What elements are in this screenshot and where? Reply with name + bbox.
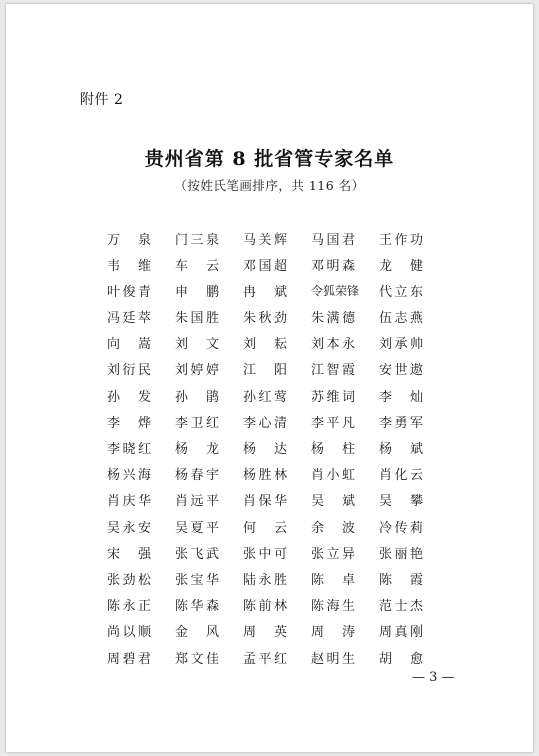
expert-name: 宋 强 [107, 546, 151, 562]
expert-name: 张 飞 武 [175, 546, 219, 562]
expert-name: 李 心 清 [243, 415, 287, 431]
expert-name: 杨 柱 [311, 442, 355, 457]
expert-name-list [107, 225, 447, 670]
expert-name: 刘 承 帅 [379, 337, 423, 353]
expert-name: 朱 满 德 [311, 311, 355, 327]
expert-name: 代 立 东 [379, 284, 423, 300]
expert-name: 邓 国 超 [243, 258, 287, 274]
expert-name: 令 狐 荣 锋 [311, 283, 360, 298]
expert-name: 尚 以 顺 [107, 625, 151, 641]
expert-name: 马 国 君 [311, 232, 355, 248]
expert-name: 韦 维 [107, 258, 151, 274]
expert-name: 陈 华 森 [175, 599, 219, 615]
expert-name: 李 烨 [107, 415, 151, 431]
expert-name: 张 劲 松 [107, 572, 151, 588]
expert-name: 刘 文 [175, 337, 219, 353]
expert-name: 张 宝 华 [175, 572, 219, 588]
expert-name: 江 智 霞 [311, 363, 355, 379]
expert-name: 陈 霞 [379, 572, 423, 588]
expert-name: 刘 婷 婷 [175, 363, 219, 379]
expert-name: 冉 斌 [243, 284, 287, 300]
expert-name: 王 作 功 [379, 232, 423, 248]
expert-name: 肖 保 华 [243, 494, 287, 510]
expert-name: 杨 龙 [175, 442, 219, 457]
expert-name: 杨 斌 [379, 442, 423, 457]
expert-name: 肖 远 平 [175, 494, 219, 510]
expert-name: 朱 秋 劲 [243, 311, 287, 327]
expert-name: 吴 斌 [311, 494, 355, 510]
expert-name: 邓 明 森 [311, 258, 355, 274]
expert-name: 刘 衍 民 [107, 363, 151, 379]
expert-name: 周 真 刚 [379, 625, 423, 641]
expert-name: 龙 健 [379, 258, 423, 274]
expert-name: 冷 传 莉 [379, 520, 423, 536]
expert-name: 肖 庆 华 [107, 494, 151, 510]
expert-name: 孙 发 [107, 389, 151, 405]
expert-name: 门 三 泉 [175, 232, 219, 248]
expert-name: 范 士 杰 [379, 599, 423, 615]
expert-name: 陈 卓 [311, 572, 355, 588]
expert-name: 郑 文 佳 [175, 651, 219, 667]
expert-name: 张 丽 艳 [379, 546, 423, 562]
expert-name: 申 鹏 [175, 284, 219, 300]
expert-name: 赵 明 生 [311, 651, 355, 667]
expert-name: 向 嵩 [107, 337, 151, 353]
expert-name: 吴 夏 平 [175, 520, 219, 536]
expert-name: 马 关 辉 [243, 232, 287, 248]
expert-name: 杨 胜 林 [243, 468, 287, 484]
expert-name: 胡 愈 [379, 651, 423, 667]
expert-name: 车 云 [175, 258, 219, 274]
expert-name: 肖 小 虹 [311, 468, 355, 484]
expert-name: 朱 国 胜 [175, 311, 219, 327]
expert-name: 陈 永 正 [107, 599, 151, 615]
page-subtitle: （按姓氏笔画排序，共 116 名） [174, 178, 365, 193]
expert-name: 余 波 [311, 520, 355, 536]
expert-name: 安 世 遨 [379, 363, 423, 379]
expert-name: 李 平 凡 [311, 415, 355, 431]
expert-name: 刘 本 永 [311, 337, 355, 353]
expert-name: 张 立 异 [311, 546, 355, 562]
expert-name: 杨 达 [243, 442, 287, 457]
expert-name: 周 英 [243, 625, 287, 641]
document-page [6, 4, 533, 752]
expert-name: 金 风 [175, 625, 219, 641]
expert-name: 李 勇 军 [379, 415, 423, 431]
expert-name: 周 涛 [311, 625, 355, 641]
page-title: 贵州省第 8 批省管专家名单 [144, 148, 395, 170]
expert-name: 陆 永 胜 [243, 572, 287, 588]
expert-name: 江 阳 [243, 363, 287, 379]
expert-name: 苏 维 词 [311, 389, 355, 405]
expert-name: 万 泉 [107, 232, 151, 248]
expert-name: 李 晓 红 [107, 442, 151, 457]
expert-name: 李 卫 红 [175, 415, 219, 431]
expert-name: 周 碧 君 [107, 651, 151, 667]
expert-name: 杨 兴 海 [107, 468, 151, 484]
expert-name: 伍 志 燕 [379, 311, 423, 327]
expert-name: 肖 化 云 [379, 468, 423, 484]
expert-name: 刘 耘 [243, 337, 287, 353]
expert-name: 陈 海 生 [311, 599, 355, 615]
attachment-label: 附件 2 [80, 92, 124, 108]
expert-name: 冯 廷 萃 [107, 311, 151, 327]
expert-name: 张 中 可 [243, 546, 287, 562]
expert-name: 吴 永 安 [107, 520, 151, 536]
expert-name: 杨 春 宇 [175, 468, 219, 484]
page-number: — 3 — [412, 670, 455, 685]
expert-name: 陈 前 林 [243, 599, 287, 615]
expert-name: 孙 红 莺 [243, 389, 287, 405]
expert-name: 李 灿 [379, 389, 423, 405]
expert-name: 何 云 [243, 520, 287, 536]
expert-name: 孙 鹃 [175, 389, 219, 405]
expert-name: 叶 俊 青 [107, 284, 151, 300]
expert-name: 孟 平 红 [243, 651, 287, 667]
expert-name: 吴 攀 [379, 494, 423, 510]
